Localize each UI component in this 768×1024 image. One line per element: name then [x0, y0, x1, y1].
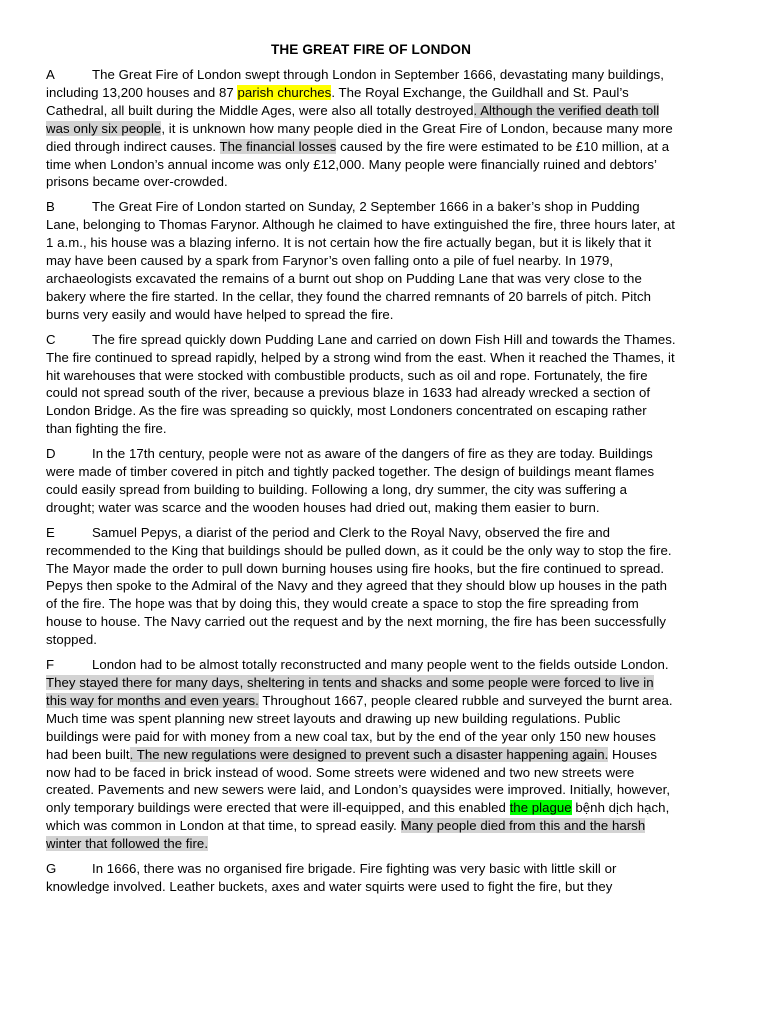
paragraph-text: Samuel Pepys, a diarist of the period and Clerk to the Royal Navy, observed the fire and recommended to the King that buildings should be pulled down, as it could be the only way to stop the fire. The Mayor made the order to pull down burning houses using fire hooks, but the fire continued to spread. Pepys then spoke to the Admiral of the Navy and they agreed that they should blow up houses in the path of the fire. The hope was that by doing this, they would create a space to stop the fire spreading from house to house. The Navy carried out the request and by the next morning, the fire has been successfully stopped. — [46, 524, 672, 648]
paragraph-text: Houses now had to be faced in brick instead of wood. Some streets were widened and two new streets were created. Pavements and new sewers were laid, and London’s quaysides were improved. Initially, however, only temporary buildings were erected that were ill-equipped, and this enabled — [46, 746, 671, 816]
paragraph-text: The Great Fire of London started on Sunday, 2 September 1666 in a baker’s shop in Pudding Lane, belonging to Thomas Farynor. Although he claimed to have extinguished the fire, three hours later, at 1 a.m., his house was a blazing inferno. It is not certain how the fire actually began, but it is likely that it may have been caused by a spark from Farynor’s oven falling onto a pile of fuel nearby. In 1979, archaeologists excavated the remains of a burnt out shop on Pudding Lane that was very close to the bakery where the fire started. In the cellar, they found the charred remnants of 20 barrels of pitch. Pitch burns very easily and would have helped to spread the fire. — [46, 199, 675, 322]
document-title: THE GREAT FIRE OF LONDON — [270, 42, 471, 57]
paragraph-text: London had to be almost totally reconstructed and many people went to the fields outside London. — [92, 657, 669, 673]
paragraph-e — [46, 524, 676, 649]
paragraph-text: Throughout 1667, people cleared rubble and surveyed the burnt area. Much time was spent planning new street layouts and drawing up new building regulations. Public buildings were paid for with money from a new coal tax, but by the end of the year only 150 new houses had been built — [46, 692, 673, 762]
highlighted-text-gray: . Although the verified death toll was only six people — [46, 102, 660, 136]
paragraph-c — [46, 331, 676, 438]
paragraph-letter: A — [46, 67, 55, 82]
paragraph-a — [46, 66, 676, 191]
paragraph-text: , it is unknown how many people died in the Great Fire of London, because many more died through indirect causes. — [46, 120, 673, 154]
highlighted-text-gray: The financial losses — [219, 138, 337, 154]
highlighted-text-green: the plague — [509, 800, 572, 816]
paragraph-text: caused by the fire were estimated to be £10 million, at a time when London’s annual income was only £12,000. Many people were financially ruined and debtors’ prisons became over-crowded. — [46, 138, 670, 190]
highlighted-text-gray: . The new regulations were designed to prevent such a disaster happening again. — [129, 746, 609, 762]
paragraph-text: bệnh dịch hạch, which was common in London at that time, to spread easily. — [46, 800, 670, 834]
highlighted-text-gray: Many people died from this and the harsh winter that followed the fire. — [46, 818, 646, 852]
highlighted-text-gray: They stayed there for many days, sheltering in tents and shacks and some people were forced to live in this way for months and even years. — [46, 675, 654, 708]
highlighted-text-yellow: parish churches — [237, 84, 332, 100]
paragraph-letter: B — [46, 199, 55, 215]
paragraph-text: In the 17th century, people were not as aware of the dangers of fire as they are today. Buildings were made of timber covered in pitch and tightly packed together. The design of buildings meant flames could easily spread from building to building. Following a long, dry summer, the city was suffering a drought; water was scarce and the wooden houses had dried out, making them easier to burn. — [46, 446, 655, 515]
paragraph-text: The fire spread quickly down Pudding Lane and carried on down Fish Hill and towards the Thames. The fire continued to spread rapidly, helped by a strong wind from the east. When it reached the Thames, it hit warehouses that were stocked with combustible products, such as oil and rope. Fortunately, the fire could not spread south of the river, because a previous blaze in 1633 had already wrecked a section of London Bridge. As the fire was spreading so quickly, most Londoners concentrated on escaping rather than fighting the fire. — [46, 331, 676, 437]
paragraph-d — [46, 445, 676, 517]
paragraph-g — [46, 860, 676, 896]
paragraph-text: . The Royal Exchange, the Guildhall and St. Paul’s Cathedral, all built during the Middle Ages, were also all totally destroyed — [46, 84, 629, 118]
paragraph-letter: C — [46, 331, 56, 347]
paragraph-b — [46, 198, 676, 323]
paragraph-f — [46, 656, 676, 853]
document-body — [46, 66, 676, 896]
paragraph-letter: F — [46, 657, 55, 673]
paragraph-letter: E — [46, 524, 55, 540]
paragraph-text: In 1666, there was no organised fire brigade. Fire fighting was very basic with little skill or knowledge involved. Leather buckets, axes and water squirts were used to fight the fire, but they — [46, 861, 617, 894]
paragraph-letter: G — [46, 861, 57, 877]
paragraph-text: The Great Fire of London swept through London in September 1666, devastating many buildings, including 13,200 houses and 87 — [46, 67, 665, 100]
paragraph-letter: D — [46, 446, 56, 462]
